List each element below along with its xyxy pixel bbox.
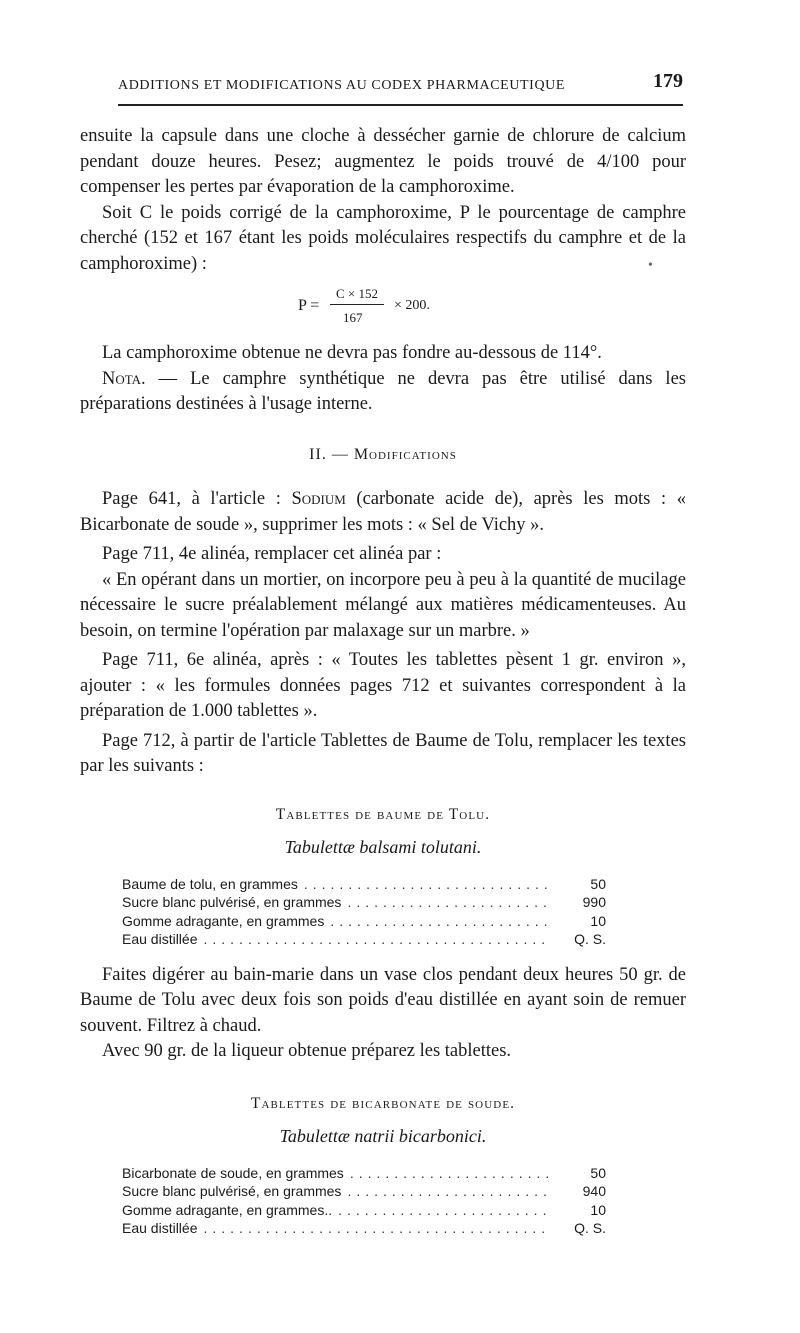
ingredient-qty: 50 (590, 875, 606, 892)
modification-paragraph: Page 711, 4e alinéa, remplacer cet alinéa par : (102, 544, 442, 564)
ingredient-name: Sucre blanc pulvérisé, en grammes (122, 1183, 342, 1199)
quoted-paragraph: « En opérant dans un mortier, on incorpore peu à peu à la quantité de mucilage nécessaire le sucre préalablement mélangé aux matières médicamenteuses. Au besoin, on termine l'opération par malaxage sur un marbre. » (80, 569, 686, 641)
section-heading (80, 442, 686, 468)
modification-paragraph: Page 712, à partir de l'article Tablettes de Baume de Tolu, remplacer les textes par les suivants : (80, 730, 686, 776)
formula (80, 277, 686, 341)
ingredient-row (122, 1219, 606, 1238)
ingredient-qty: 940 (582, 1183, 606, 1199)
recipe-latin-name: Tabulettæ natrii bicarbonici. (279, 1126, 487, 1146)
ingredient-name: Eau distillée (122, 1220, 198, 1236)
ingredient-qty: 10 (590, 1201, 606, 1218)
formula-multiplier: × 200. (394, 298, 430, 313)
paragraph: Soit C le poids corrigé de la camphoroxime, P le pourcentage de camphre cherché (152 et 167 étant les poids moléculaires respectifs du camphre et de la camphoroxime) : (80, 202, 686, 274)
nota-text: — Le camphre synthétique ne devra pas être utilisé dans les préparations destinées à l'usage interne. (80, 368, 686, 414)
page-body (80, 124, 686, 1252)
paragraph: Avec 90 gr. de la liqueur obtenue préparez les tablettes. (102, 1041, 512, 1061)
formula-lhs: P = (298, 297, 320, 314)
modification-paragraph (80, 487, 686, 538)
recipe-title: Tablettes de baume de Tolu. (275, 805, 491, 823)
margin-speck: • (648, 258, 653, 273)
ingredient-name: Gomme adragante, en grammes (122, 912, 325, 929)
dot-leader (338, 1201, 550, 1220)
ingredient-name: Sucre blanc pulvérisé, en grammes (122, 894, 342, 910)
ingredient-row (122, 1201, 606, 1220)
formula-denominator: 167 (343, 310, 363, 325)
ingredient-qty: 990 (582, 894, 606, 910)
page-number: 179 (653, 70, 683, 92)
ingredient-name: Baume de tolu, en grammes (122, 875, 298, 892)
ingredient-row (122, 893, 606, 912)
ingredient-list (122, 875, 606, 949)
dot-leader (347, 1182, 550, 1201)
paragraph: La camphoroxime obtenue ne devra pas fondre au-dessous de 114°. (102, 343, 602, 363)
dot-leader (304, 875, 550, 894)
dot-leader (350, 1164, 550, 1183)
dot-leader (204, 930, 551, 949)
dot-leader (347, 893, 550, 912)
mod-text-before: Page 641, à l'article : (102, 489, 292, 509)
section-numeral: II. — (309, 445, 354, 463)
mod-text-after: (carbonate acide de), après les mots : « Bicarbonate de soude », supprimer les mots : « Sel de Vichy ». (80, 489, 686, 535)
ingredient-qty: Q. S. (574, 1220, 606, 1236)
ingredient-list (122, 1164, 606, 1238)
ingredient-name: Eau distillée (122, 931, 198, 947)
running-title: ADDITIONS ET MODIFICATIONS AU CODEX PHARMACEUTIQUE (118, 78, 566, 93)
ingredient-row (122, 875, 606, 894)
nota-label: Nota. (102, 368, 146, 389)
nota-paragraph (80, 367, 686, 418)
modification-paragraph: Page 711, 6e alinéa, après : « Toutes les tablettes pèsent 1 gr. environ », ajouter : « les formules données pages 712 et suivantes correspondent à la préparation de 1.000 tablettes ». (80, 650, 686, 721)
mod-keyword: Sodium (291, 489, 346, 509)
recipe-latin-name: Tabulettæ balsami tolutani. (284, 837, 482, 857)
ingredient-name: Gomme adragante, en grammes.. (122, 1201, 333, 1218)
ingredient-name: Bicarbonate de soude, en grammes (122, 1164, 344, 1181)
header-rule (118, 104, 683, 106)
dot-leader (204, 1219, 551, 1238)
ingredient-qty: 10 (590, 912, 606, 929)
paragraph: Faites digérer au bain-marie dans un vase clos pendant deux heures 50 gr. de Baume de Tolu avec deux fois son poids d'eau distillée en ayant soin de remuer souvent. Filtrez à chaud. (80, 964, 686, 1036)
ingredient-row (122, 1164, 606, 1183)
paragraph: ensuite la capsule dans une cloche à dessécher garnie de chlorure de calcium pendant douze heures. Pesez; augmentez le poids trouvé de 4/100 pour compenser les pertes par évaporation de la camphoroxime. (80, 126, 686, 197)
ingredient-row (122, 930, 606, 949)
recipe-title: Tablettes de bicarbonate de soude. (250, 1094, 516, 1112)
formula-numerator: C × 152 (336, 286, 379, 301)
ingredient-qty: 50 (590, 1164, 606, 1181)
ingredient-row (122, 912, 606, 931)
dot-leader (330, 912, 550, 931)
section-title: Modifications (353, 445, 457, 463)
page-header (118, 68, 683, 98)
ingredient-qty: Q. S. (574, 931, 606, 947)
ingredient-row (122, 1182, 606, 1201)
